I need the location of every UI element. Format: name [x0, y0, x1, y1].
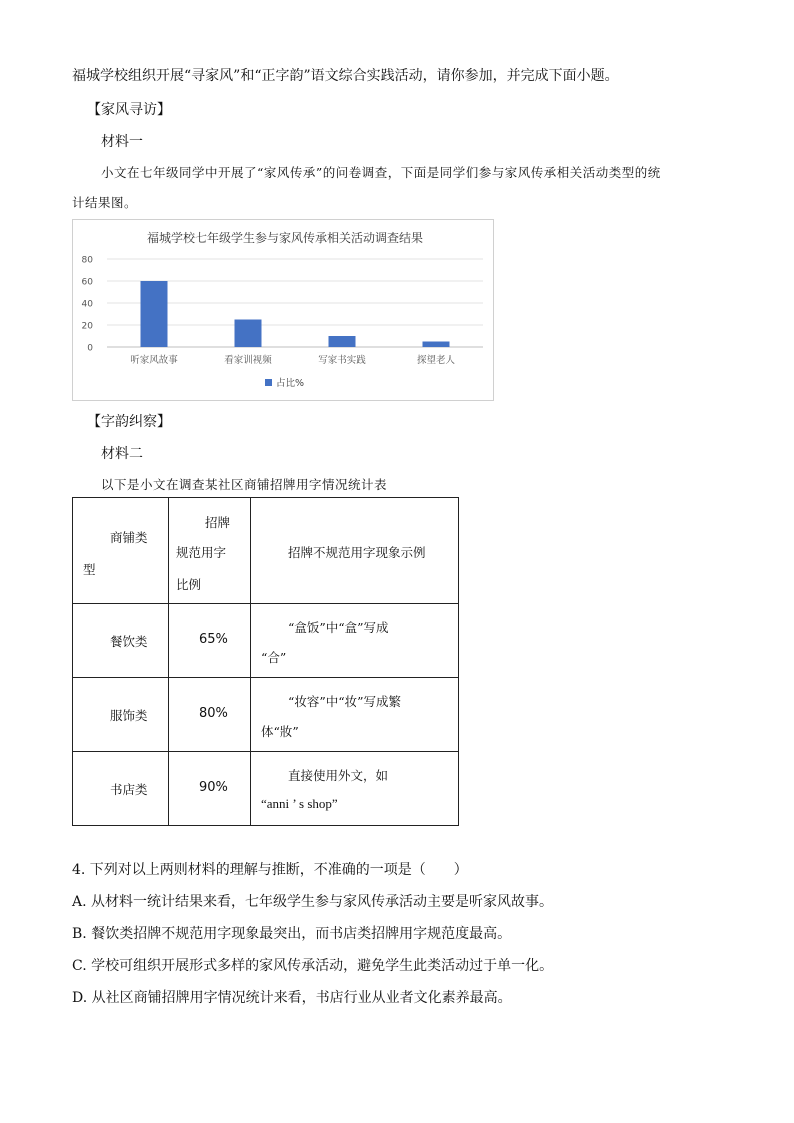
row-ratio: 80%: [199, 706, 228, 721]
question-stem: 4. 下列对以上两则材料的理解与推断，不准确的一项是（ ）: [72, 862, 468, 878]
row-type-cell: [73, 604, 169, 678]
row-type: 餐饮类: [110, 634, 148, 649]
table-header-row: [73, 498, 459, 604]
section-heading-jiafeng: 【家风寻访】: [87, 102, 171, 118]
row-example-line1: “盒饭”中“盒”写成: [288, 620, 389, 635]
row-example-line1: “妆容”中“妆”写成繁: [288, 694, 402, 709]
material-one-text-line1: 小文在七年级同学中开展了“家风传承”的问卷调查，下面是同学们参与家风传承相关活动类型的统: [101, 165, 661, 180]
option-c[interactable]: C. 学校可组织开展形式多样的家风传承活动，避免学生此类活动过于单一化。: [72, 958, 554, 974]
section-heading-ziyun: 【字韵纠察】: [87, 414, 171, 430]
header-cell-type: [73, 498, 169, 604]
y-tick-label: 40: [81, 299, 93, 310]
row-type-cell: [73, 678, 169, 752]
y-tick-label: 20: [81, 321, 93, 332]
x-tick-label: 探望老人: [416, 355, 456, 366]
header-example: 招牌不规范用字现象示例: [288, 545, 426, 560]
material-one-label: 材料一: [101, 134, 143, 150]
table-caption: 以下是小文在调查某社区商铺招牌用字情况统计表: [101, 477, 388, 492]
row-example-line2: “anni ’ s shop”: [261, 796, 338, 811]
header-type-line2: 型: [83, 562, 96, 577]
row-type: 服饰类: [110, 708, 148, 723]
table-row: [73, 678, 459, 752]
chart-title: 福城学校七年级学生参与家风传承相关活动调查结果: [146, 231, 424, 245]
x-tick-label: 听家风故事: [130, 355, 178, 366]
y-tick-label: 80: [81, 255, 93, 266]
chart-bar: [329, 336, 356, 347]
header-type-line1: 商铺类: [110, 530, 148, 545]
row-example-cell: [251, 678, 459, 752]
material-two-label: 材料二: [101, 446, 143, 462]
material-one-text-line2: 计结果图。: [72, 195, 138, 210]
y-tick-label: 0: [87, 343, 93, 354]
survey-bar-chart: [72, 219, 494, 401]
row-example-line2: “合”: [261, 650, 287, 665]
table-row: [73, 604, 459, 678]
row-ratio: 65%: [199, 632, 228, 647]
intro-text: 福城学校组织开展“寻家风”和“正字韵”语文综合实践活动，请你参加，并完成下面小题。: [72, 68, 619, 84]
option-d[interactable]: D. 从社区商铺招牌用字情况统计来看，书店行业从业者文化素养最高。: [72, 990, 512, 1006]
header-ratio-line2: 规范用字: [176, 545, 227, 560]
header-ratio-line1: 招牌: [205, 515, 231, 530]
row-ratio-cell: [169, 752, 251, 826]
row-ratio: 90%: [199, 780, 228, 795]
row-example-line1: 直接使用外文，如: [288, 768, 389, 783]
row-example-cell: [251, 604, 459, 678]
row-example-cell: [251, 752, 459, 826]
legend-swatch: [265, 379, 272, 386]
y-tick-label: 60: [81, 277, 93, 288]
legend-label: 占比%: [276, 378, 305, 389]
chart-bar: [235, 320, 262, 348]
header-cell-example: [251, 498, 459, 604]
row-type: 书店类: [110, 782, 148, 797]
table-row: [73, 752, 459, 826]
row-ratio-cell: [169, 604, 251, 678]
option-b[interactable]: B. 餐饮类招牌不规范用字现象最突出，而书店类招牌用字规范度最高。: [72, 926, 512, 942]
signboard-stats-table: [72, 497, 459, 826]
x-tick-label: 看家训视频: [224, 355, 272, 366]
header-cell-ratio: [169, 498, 251, 604]
row-example-line2: 体“妝”: [261, 724, 299, 739]
option-a[interactable]: A. 从材料一统计结果来看，七年级学生参与家风传承活动主要是听家风故事。: [72, 894, 554, 910]
chart-bar: [141, 281, 168, 347]
header-ratio-line3: 比例: [176, 577, 202, 592]
x-tick-label: 写家书实践: [318, 355, 366, 366]
chart-bar: [423, 342, 450, 348]
chart-svg: [73, 220, 493, 400]
row-type-cell: [73, 752, 169, 826]
row-ratio-cell: [169, 678, 251, 752]
